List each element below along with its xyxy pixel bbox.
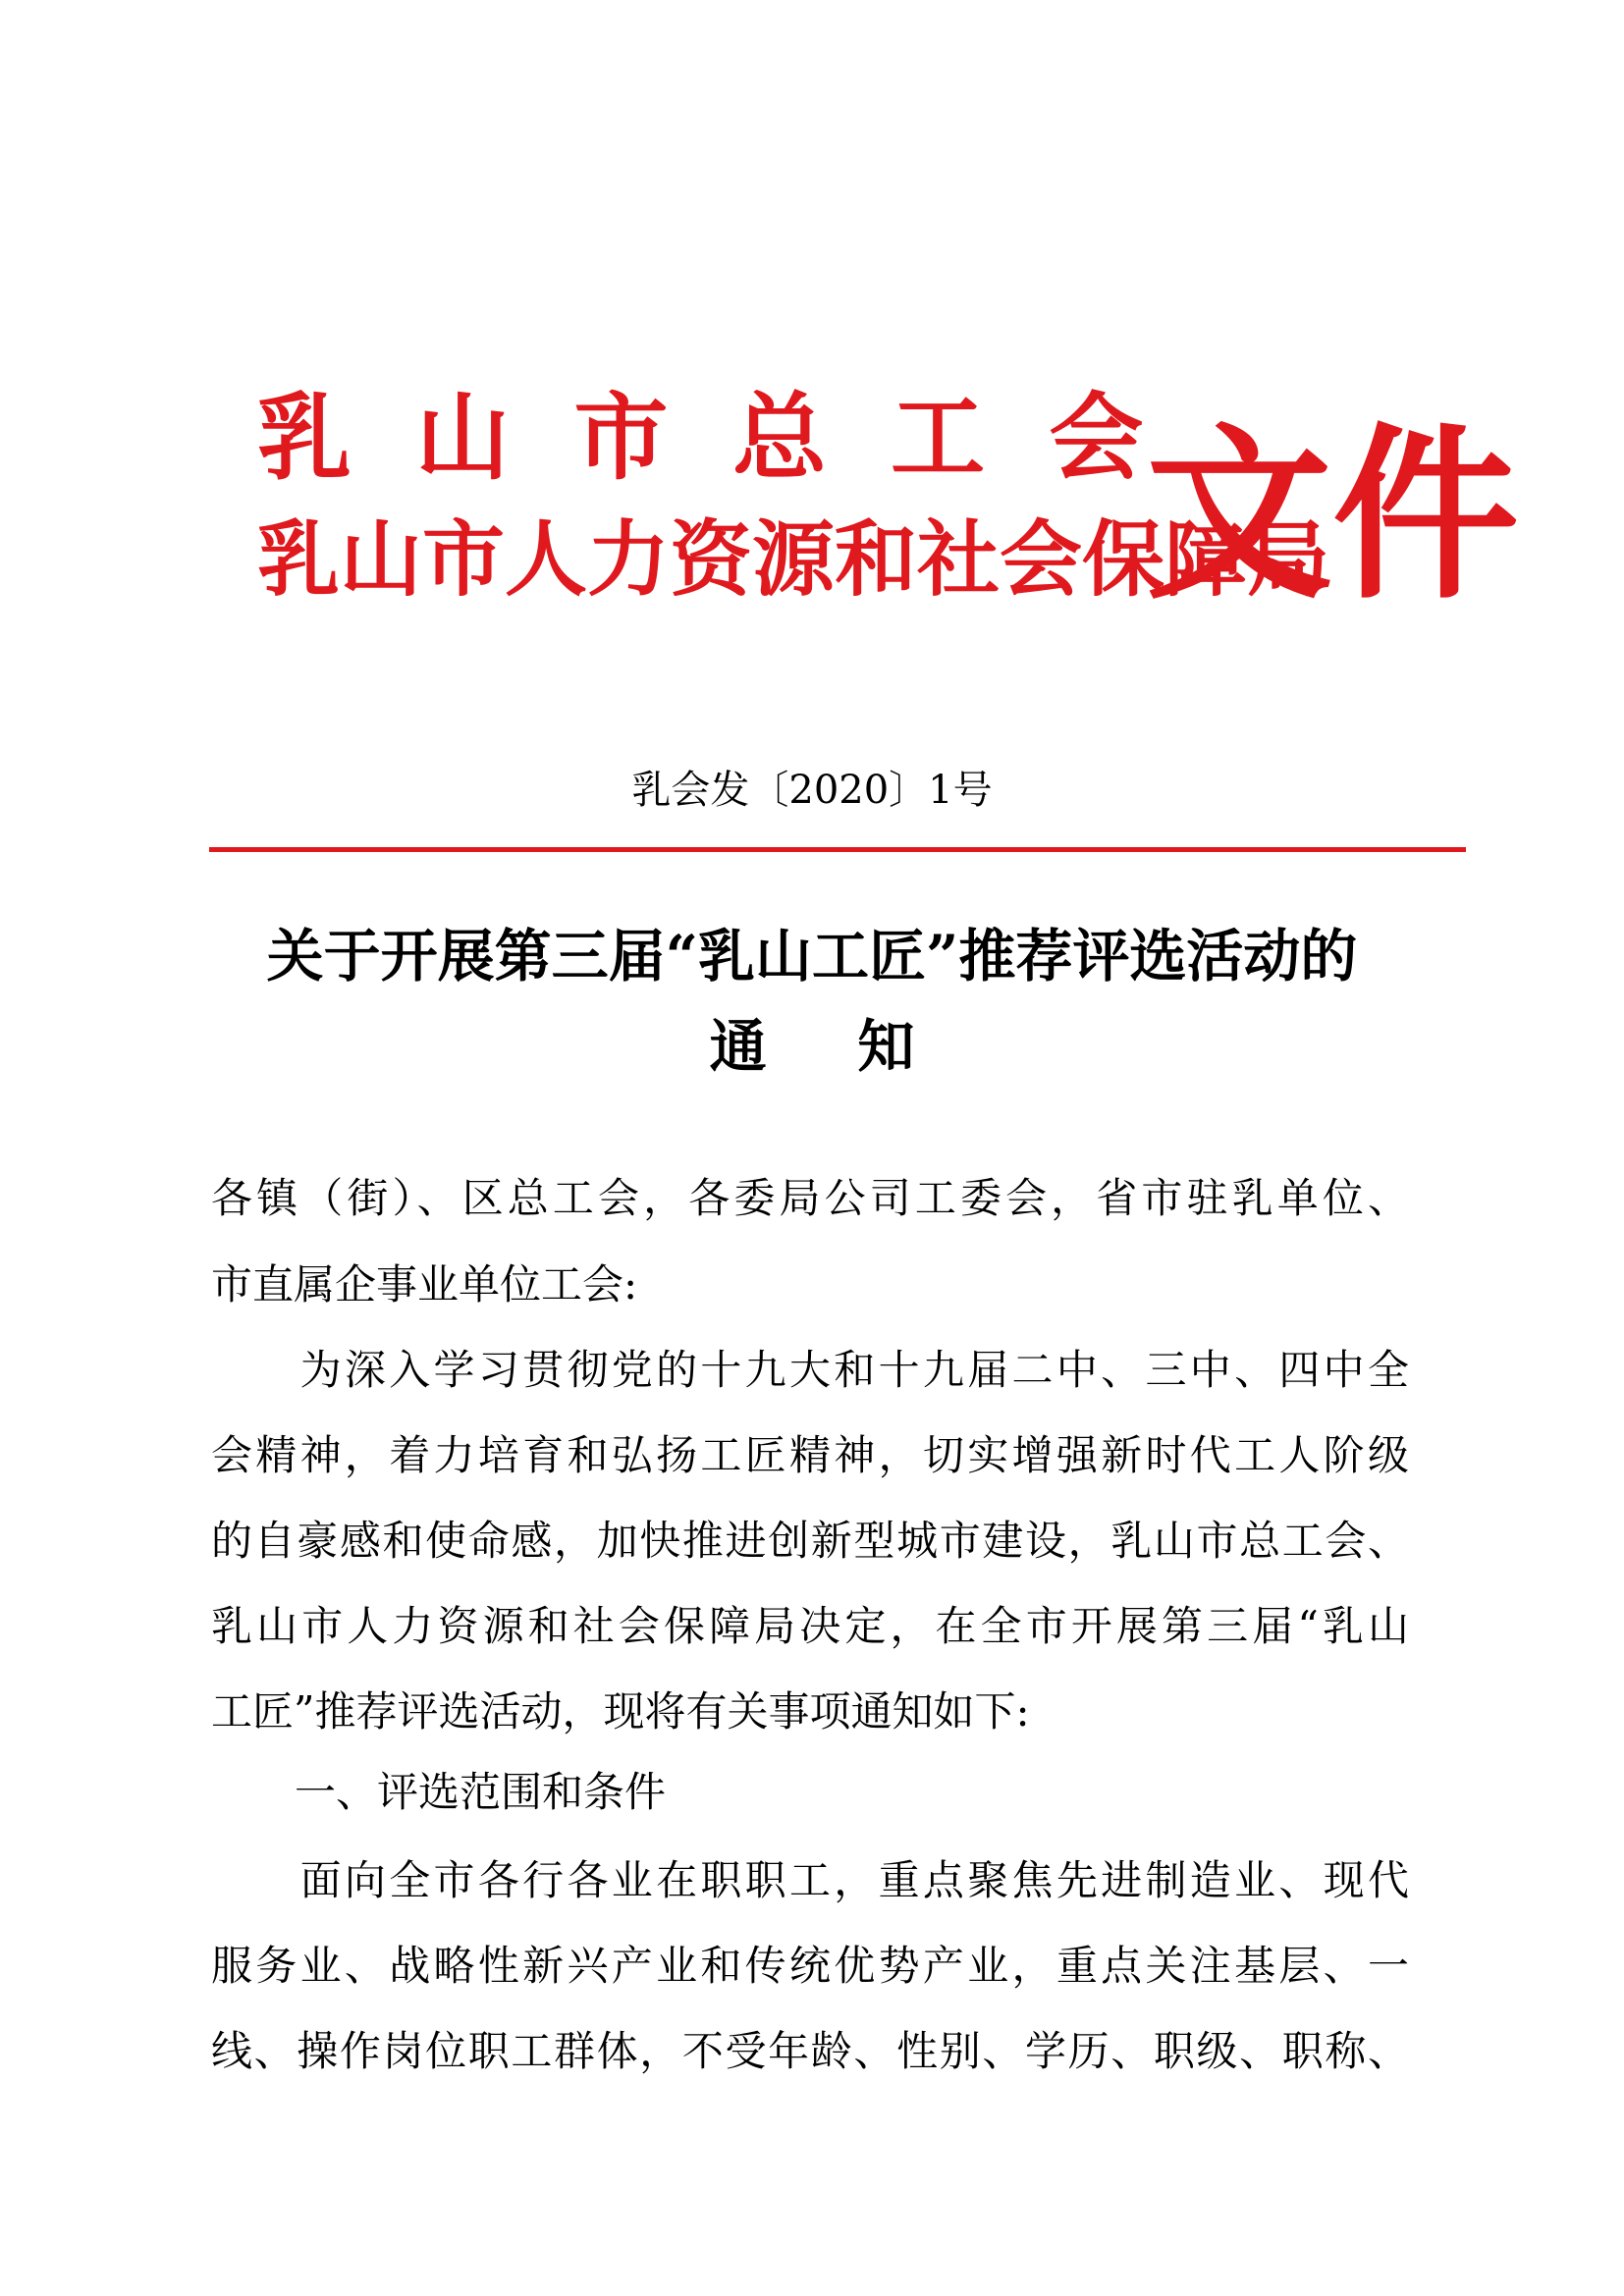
body-line: 面向全市各行各业在职职工，重点聚焦先进制造业、现代 bbox=[211, 1856, 1409, 1904]
body-line: 工匠”推荐评选活动，现将有关事项通知如下: bbox=[211, 1687, 1030, 1735]
body-line: 会精神，着力培育和弘扬工匠精神，切实增强新时代工人阶级 bbox=[211, 1431, 1409, 1479]
body-line: 的自豪感和使命感，加快推进创新型城市建设，乳山市总工会、 bbox=[211, 1517, 1409, 1565]
notice-title-line-2: 通知 bbox=[709, 1013, 1006, 1080]
issuer-name-hr-bureau: 乳山市人力资源和社会保障局 bbox=[257, 510, 1330, 608]
body-line: 服务业、战略性新兴产业和传统优势产业，重点关注基层、一 bbox=[211, 1942, 1409, 1990]
body-line: 为深入学习贯彻党的十九大和十九届二中、三中、四中全 bbox=[211, 1346, 1409, 1394]
section-heading: 一、评选范围和条件 bbox=[295, 1768, 667, 1816]
notice-title-line-1: 关于开展第三届“乳山工匠”推荐评选活动的 bbox=[266, 923, 1358, 989]
document-number: 乳会发〔2020〕1号 bbox=[631, 768, 993, 813]
body-line: 线、操作岗位职工群体，不受年龄、性别、学历、职级、职称、 bbox=[211, 2027, 1409, 2075]
body-line: 各镇（街）、区总工会，各委局公司工委会，省市驻乳单位、 bbox=[211, 1174, 1409, 1222]
document-header bbox=[257, 381, 1520, 636]
body-line: 乳山市人力资源和社会保障局决定，在全市开展第三届“乳山 bbox=[211, 1602, 1409, 1650]
document-word: 文件 bbox=[1146, 405, 1520, 624]
issuer-name-union: 乳山市总工会 bbox=[257, 382, 1208, 493]
body-line: 市直属企事业单位工会: bbox=[211, 1260, 638, 1308]
red-divider-line bbox=[209, 847, 1466, 852]
